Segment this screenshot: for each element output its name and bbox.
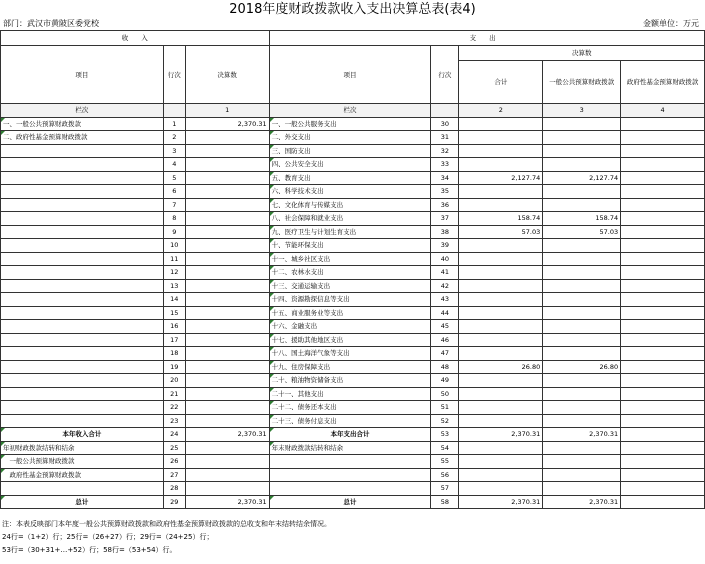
expense-line-cell: 39 bbox=[431, 239, 459, 253]
income-amount-cell bbox=[185, 279, 269, 293]
total-header: 合计 bbox=[459, 61, 543, 104]
department-label: 部门：武汉市黄陂区委党校 bbox=[3, 19, 99, 28]
income-line-header: 行次 bbox=[163, 46, 185, 104]
income-item-cell: 本年收入合计 bbox=[1, 428, 164, 442]
expense-line-cell: 35 bbox=[431, 185, 459, 199]
expense-line-cell: 50 bbox=[431, 387, 459, 401]
expense-total-cell bbox=[459, 374, 543, 388]
expense-fund-cell bbox=[621, 360, 705, 374]
expense-fund-cell bbox=[621, 158, 705, 172]
income-line-cell: 16 bbox=[163, 320, 185, 334]
expense-line-cell: 31 bbox=[431, 131, 459, 145]
income-item-cell: 二、政府性基金预算财政拨款 bbox=[1, 131, 164, 145]
income-amount-cell bbox=[185, 144, 269, 158]
income-amount-cell bbox=[185, 347, 269, 361]
expense-total-cell bbox=[459, 198, 543, 212]
income-line-cell: 3 bbox=[163, 144, 185, 158]
expense-fund-cell bbox=[621, 468, 705, 482]
expense-fund-cell bbox=[621, 266, 705, 280]
income-item-cell: 政府性基金预算财政拨款 bbox=[1, 468, 164, 482]
expense-item-cell: 一、一般公共服务支出 bbox=[269, 117, 431, 131]
income-line-cell: 27 bbox=[163, 468, 185, 482]
table-row bbox=[1, 428, 705, 442]
expense-total-cell bbox=[459, 401, 543, 415]
expense-total-cell: 57.03 bbox=[459, 225, 543, 239]
expense-fund-cell bbox=[621, 306, 705, 320]
table-row bbox=[1, 185, 705, 199]
expense-total-cell: 26.80 bbox=[459, 360, 543, 374]
income-line-cell: 25 bbox=[163, 441, 185, 455]
expense-item-cell: 三、国防支出 bbox=[269, 144, 431, 158]
income-amount-cell bbox=[185, 387, 269, 401]
income-amount-cell bbox=[185, 306, 269, 320]
expense-line-cell: 46 bbox=[431, 333, 459, 347]
income-line-cell: 26 bbox=[163, 455, 185, 469]
expense-total-cell bbox=[459, 144, 543, 158]
table-row bbox=[1, 401, 705, 415]
expense-line-cell: 55 bbox=[431, 455, 459, 469]
expense-line-cell: 48 bbox=[431, 360, 459, 374]
expense-total-cell bbox=[459, 239, 543, 253]
income-item-cell bbox=[1, 198, 164, 212]
expense-total-cell bbox=[459, 252, 543, 266]
expense-general-cell: 2,370.31 bbox=[543, 428, 621, 442]
expense-final-header: 决算数 bbox=[459, 46, 705, 61]
expense-general-cell: 57.03 bbox=[543, 225, 621, 239]
income-header: 收 入 bbox=[1, 31, 270, 46]
expense-fund-cell bbox=[621, 320, 705, 334]
budget-table bbox=[0, 30, 705, 509]
table-row bbox=[1, 360, 705, 374]
income-line-cell: 17 bbox=[163, 333, 185, 347]
expense-general-cell bbox=[543, 158, 621, 172]
expense-fund-cell bbox=[621, 131, 705, 145]
income-amount-cell: 2,370.31 bbox=[185, 495, 269, 509]
expense-total-cell bbox=[459, 293, 543, 307]
income-amount-cell bbox=[185, 468, 269, 482]
expense-item-cell: 八、社会保障和就业支出 bbox=[269, 212, 431, 226]
expense-fund-cell bbox=[621, 374, 705, 388]
income-amount-cell bbox=[185, 320, 269, 334]
expense-total-cell bbox=[459, 333, 543, 347]
unit-label: 金额单位：万元 bbox=[643, 19, 699, 28]
expense-line-cell: 43 bbox=[431, 293, 459, 307]
footnote-line: 注：本表反映部门本年度一般公共预算财政拨款和政府性基金预算财政拨款的总收支和年末结转结余情况。 bbox=[2, 520, 331, 528]
income-item-cell bbox=[1, 387, 164, 401]
expense-item-cell: 五、教育支出 bbox=[269, 171, 431, 185]
expense-item-cell: 二、外交支出 bbox=[269, 131, 431, 145]
fund-budget-header: 政府性基金预算财政拨款 bbox=[621, 61, 705, 104]
expense-total-cell bbox=[459, 266, 543, 280]
expense-general-cell bbox=[543, 131, 621, 145]
income-amount-cell bbox=[185, 239, 269, 253]
expense-fund-cell bbox=[621, 171, 705, 185]
income-amount-cell bbox=[185, 414, 269, 428]
income-line-cell: 2 bbox=[163, 131, 185, 145]
income-amount-cell: 2,370.31 bbox=[185, 117, 269, 131]
table-row bbox=[1, 455, 705, 469]
expense-item-cell: 十二、农林水支出 bbox=[269, 266, 431, 280]
expense-line-cell: 30 bbox=[431, 117, 459, 131]
income-amount-cell bbox=[185, 401, 269, 415]
expense-item-cell: 十五、商业服务业等支出 bbox=[269, 306, 431, 320]
income-item-cell bbox=[1, 293, 164, 307]
expense-item-cell: 九、医疗卫生与计划生育支出 bbox=[269, 225, 431, 239]
expense-general-cell: 158.74 bbox=[543, 212, 621, 226]
income-amount-cell bbox=[185, 252, 269, 266]
income-line-cell: 15 bbox=[163, 306, 185, 320]
expense-item-cell: 十三、交通运输支出 bbox=[269, 279, 431, 293]
expense-item-cell: 十九、住房保障支出 bbox=[269, 360, 431, 374]
table-row bbox=[1, 333, 705, 347]
expense-line-cell: 37 bbox=[431, 212, 459, 226]
income-amount-cell bbox=[185, 212, 269, 226]
expense-total-cell bbox=[459, 158, 543, 172]
table-row bbox=[1, 144, 705, 158]
expense-general-cell bbox=[543, 387, 621, 401]
expense-item-cell: 二十、粮油物资储备支出 bbox=[269, 374, 431, 388]
income-item-cell bbox=[1, 266, 164, 280]
table-row bbox=[1, 158, 705, 172]
expense-fund-cell bbox=[621, 333, 705, 347]
income-amount-cell bbox=[185, 293, 269, 307]
expense-fund-cell bbox=[621, 455, 705, 469]
footnote-line: 53行=（30+31+…+52）行；58行=（53+54）行。 bbox=[2, 546, 177, 554]
expense-line-cell: 44 bbox=[431, 306, 459, 320]
table-row bbox=[1, 117, 705, 131]
income-item-cell: 总计 bbox=[1, 495, 164, 509]
income-line-cell: 11 bbox=[163, 252, 185, 266]
expense-general-cell bbox=[543, 441, 621, 455]
expense-fund-cell bbox=[621, 401, 705, 415]
table-row bbox=[1, 131, 705, 145]
table-row bbox=[1, 482, 705, 496]
table-row bbox=[1, 347, 705, 361]
income-line-cell: 29 bbox=[163, 495, 185, 509]
expense-item-cell: 总计 bbox=[269, 495, 431, 509]
expense-total-cell bbox=[459, 306, 543, 320]
expense-general-cell bbox=[543, 266, 621, 280]
income-item-cell bbox=[1, 144, 164, 158]
index-label-right: 栏次 bbox=[269, 104, 431, 118]
expense-fund-cell bbox=[621, 387, 705, 401]
expense-total-cell: 2,370.31 bbox=[459, 495, 543, 509]
income-amount-cell bbox=[185, 374, 269, 388]
expense-line-cell: 49 bbox=[431, 374, 459, 388]
income-amount-cell bbox=[185, 185, 269, 199]
expense-line-cell: 38 bbox=[431, 225, 459, 239]
expense-general-cell bbox=[543, 455, 621, 469]
expense-line-cell: 53 bbox=[431, 428, 459, 442]
income-item-cell bbox=[1, 320, 164, 334]
expense-item-cell: 十七、援助其他地区支出 bbox=[269, 333, 431, 347]
expense-item-cell: 十八、国土海洋气象等支出 bbox=[269, 347, 431, 361]
expense-item-cell: 十六、金融支出 bbox=[269, 320, 431, 334]
index-col-1: 1 bbox=[185, 104, 269, 118]
income-item-cell bbox=[1, 252, 164, 266]
expense-general-cell bbox=[543, 333, 621, 347]
table-row bbox=[1, 252, 705, 266]
expense-total-cell bbox=[459, 482, 543, 496]
income-line-cell: 10 bbox=[163, 239, 185, 253]
expense-item-cell: 年末财政拨款结转和结余 bbox=[269, 441, 431, 455]
expense-line-header: 行次 bbox=[431, 46, 459, 104]
expense-total-cell bbox=[459, 455, 543, 469]
expense-line-cell: 45 bbox=[431, 320, 459, 334]
expense-line-cell: 51 bbox=[431, 401, 459, 415]
income-item-cell bbox=[1, 212, 164, 226]
expense-fund-cell bbox=[621, 347, 705, 361]
income-line-cell: 5 bbox=[163, 171, 185, 185]
expense-fund-cell bbox=[621, 144, 705, 158]
income-item-cell bbox=[1, 239, 164, 253]
income-item-cell bbox=[1, 333, 164, 347]
table-row bbox=[1, 468, 705, 482]
expense-general-cell bbox=[543, 414, 621, 428]
table-row bbox=[1, 225, 705, 239]
income-amount-cell: 2,370.31 bbox=[185, 428, 269, 442]
expense-general-cell bbox=[543, 347, 621, 361]
expense-line-cell: 47 bbox=[431, 347, 459, 361]
income-item-cell bbox=[1, 171, 164, 185]
income-line-cell: 28 bbox=[163, 482, 185, 496]
expense-general-cell bbox=[543, 374, 621, 388]
expense-fund-cell bbox=[621, 293, 705, 307]
table-row bbox=[1, 171, 705, 185]
expense-fund-cell bbox=[621, 441, 705, 455]
income-amount-cell bbox=[185, 455, 269, 469]
expense-general-cell: 2,127.74 bbox=[543, 171, 621, 185]
expense-item-cell: 十一、城乡社区支出 bbox=[269, 252, 431, 266]
expense-general-cell bbox=[543, 252, 621, 266]
expense-fund-cell bbox=[621, 239, 705, 253]
table-row bbox=[1, 495, 705, 509]
index-col-2: 2 bbox=[459, 104, 543, 118]
index-col-4: 4 bbox=[621, 104, 705, 118]
table-row bbox=[1, 293, 705, 307]
expense-line-cell: 54 bbox=[431, 441, 459, 455]
expense-item-cell: 本年支出合计 bbox=[269, 428, 431, 442]
expense-fund-cell bbox=[621, 225, 705, 239]
income-line-cell: 4 bbox=[163, 158, 185, 172]
expense-line-cell: 36 bbox=[431, 198, 459, 212]
expense-fund-cell bbox=[621, 252, 705, 266]
income-item-cell bbox=[1, 482, 164, 496]
income-line-cell: 1 bbox=[163, 117, 185, 131]
income-line-cell: 8 bbox=[163, 212, 185, 226]
expense-fund-cell bbox=[621, 185, 705, 199]
income-item-cell bbox=[1, 414, 164, 428]
expense-general-cell bbox=[543, 320, 621, 334]
table-row bbox=[1, 320, 705, 334]
expense-fund-cell bbox=[621, 495, 705, 509]
expense-total-cell bbox=[459, 185, 543, 199]
income-amount-cell bbox=[185, 131, 269, 145]
expense-total-cell: 158.74 bbox=[459, 212, 543, 226]
expense-item-cell bbox=[269, 455, 431, 469]
footnote-line: 24行=（1+2）行；25行=（26+27）行；29行=（24+25）行； bbox=[2, 533, 214, 541]
table-row bbox=[1, 306, 705, 320]
expense-total-cell bbox=[459, 468, 543, 482]
expense-line-cell: 52 bbox=[431, 414, 459, 428]
expense-general-cell: 26.80 bbox=[543, 360, 621, 374]
income-line-cell: 24 bbox=[163, 428, 185, 442]
expense-item-cell bbox=[269, 468, 431, 482]
income-item-cell bbox=[1, 374, 164, 388]
income-item-cell bbox=[1, 360, 164, 374]
expense-fund-cell bbox=[621, 117, 705, 131]
income-final-header: 决算数 bbox=[185, 46, 269, 104]
income-item-cell bbox=[1, 306, 164, 320]
expense-fund-cell bbox=[621, 198, 705, 212]
index-col-3: 3 bbox=[543, 104, 621, 118]
income-line-cell: 14 bbox=[163, 293, 185, 307]
expense-item-cell bbox=[269, 482, 431, 496]
expense-item-cell: 七、文化体育与传媒支出 bbox=[269, 198, 431, 212]
income-item-cell bbox=[1, 279, 164, 293]
expense-total-cell: 2,370.31 bbox=[459, 428, 543, 442]
report-title: 2018年度财政拨款收入支出决算总表(表4) bbox=[229, 2, 476, 17]
income-item-cell: 年初财政拨款结转和结余 bbox=[1, 441, 164, 455]
income-amount-cell bbox=[185, 266, 269, 280]
income-line-cell: 19 bbox=[163, 360, 185, 374]
income-item-cell bbox=[1, 225, 164, 239]
table-row bbox=[1, 239, 705, 253]
expense-item-cell: 四、公共安全支出 bbox=[269, 158, 431, 172]
expense-line-cell: 34 bbox=[431, 171, 459, 185]
income-line-cell: 22 bbox=[163, 401, 185, 415]
expense-fund-cell bbox=[621, 279, 705, 293]
expense-total-cell bbox=[459, 320, 543, 334]
expense-line-cell: 57 bbox=[431, 482, 459, 496]
expense-general-cell bbox=[543, 198, 621, 212]
income-line-cell: 13 bbox=[163, 279, 185, 293]
income-amount-cell bbox=[185, 158, 269, 172]
index-label: 栏次 bbox=[1, 104, 164, 118]
table-row bbox=[1, 387, 705, 401]
expense-general-cell bbox=[543, 401, 621, 415]
expense-general-cell bbox=[543, 185, 621, 199]
income-line-cell: 20 bbox=[163, 374, 185, 388]
expense-general-cell bbox=[543, 117, 621, 131]
expense-total-cell bbox=[459, 279, 543, 293]
income-item-cell bbox=[1, 158, 164, 172]
expense-item-cell: 二十二、债务还本支出 bbox=[269, 401, 431, 415]
expense-total-cell bbox=[459, 131, 543, 145]
income-line-cell: 21 bbox=[163, 387, 185, 401]
expense-item-cell: 二十三、债务付息支出 bbox=[269, 414, 431, 428]
expense-general-cell bbox=[543, 279, 621, 293]
income-line-cell: 18 bbox=[163, 347, 185, 361]
expense-line-cell: 58 bbox=[431, 495, 459, 509]
income-item-cell bbox=[1, 347, 164, 361]
income-item-cell: 一般公共预算财政拨款 bbox=[1, 455, 164, 469]
income-item-cell bbox=[1, 401, 164, 415]
expense-fund-cell bbox=[621, 428, 705, 442]
expense-item-cell: 二十一、其他支出 bbox=[269, 387, 431, 401]
income-amount-cell bbox=[185, 360, 269, 374]
income-line-cell: 9 bbox=[163, 225, 185, 239]
expense-general-cell bbox=[543, 293, 621, 307]
expense-line-cell: 56 bbox=[431, 468, 459, 482]
income-item-cell bbox=[1, 185, 164, 199]
expense-item-cell: 六、科学技术支出 bbox=[269, 185, 431, 199]
expense-line-cell: 33 bbox=[431, 158, 459, 172]
expense-total-cell bbox=[459, 117, 543, 131]
income-amount-cell bbox=[185, 198, 269, 212]
expense-line-cell: 42 bbox=[431, 279, 459, 293]
table-row bbox=[1, 374, 705, 388]
expense-fund-cell bbox=[621, 414, 705, 428]
expense-general-cell bbox=[543, 306, 621, 320]
income-amount-cell bbox=[185, 333, 269, 347]
expense-total-cell bbox=[459, 414, 543, 428]
expense-general-cell bbox=[543, 482, 621, 496]
table-row bbox=[1, 414, 705, 428]
table-row bbox=[1, 198, 705, 212]
income-line-cell: 7 bbox=[163, 198, 185, 212]
expense-general-cell bbox=[543, 468, 621, 482]
expense-total-cell bbox=[459, 347, 543, 361]
expense-line-cell: 40 bbox=[431, 252, 459, 266]
income-amount-cell bbox=[185, 482, 269, 496]
income-amount-cell bbox=[185, 225, 269, 239]
expense-line-cell: 32 bbox=[431, 144, 459, 158]
income-item-cell: 一、一般公共预算财政拨款 bbox=[1, 117, 164, 131]
expense-item-header: 项目 bbox=[269, 46, 431, 104]
expense-fund-cell bbox=[621, 482, 705, 496]
income-amount-cell bbox=[185, 171, 269, 185]
table-row bbox=[1, 266, 705, 280]
income-line-cell: 6 bbox=[163, 185, 185, 199]
general-budget-header: 一般公共预算财政拨款 bbox=[543, 61, 621, 104]
expense-general-cell bbox=[543, 144, 621, 158]
expense-header: 支 出 bbox=[269, 31, 704, 46]
income-line-cell: 12 bbox=[163, 266, 185, 280]
expense-item-cell: 十、节能环保支出 bbox=[269, 239, 431, 253]
table-row bbox=[1, 441, 705, 455]
expense-total-cell bbox=[459, 387, 543, 401]
expense-general-cell bbox=[543, 239, 621, 253]
income-item-header: 项目 bbox=[1, 46, 164, 104]
income-amount-cell bbox=[185, 441, 269, 455]
expense-fund-cell bbox=[621, 212, 705, 226]
table-row bbox=[1, 212, 705, 226]
expense-total-cell: 2,127.74 bbox=[459, 171, 543, 185]
table-row bbox=[1, 279, 705, 293]
expense-total-cell bbox=[459, 441, 543, 455]
expense-item-cell: 十四、资源勘探信息等支出 bbox=[269, 293, 431, 307]
income-line-cell: 23 bbox=[163, 414, 185, 428]
expense-general-cell: 2,370.31 bbox=[543, 495, 621, 509]
expense-line-cell: 41 bbox=[431, 266, 459, 280]
